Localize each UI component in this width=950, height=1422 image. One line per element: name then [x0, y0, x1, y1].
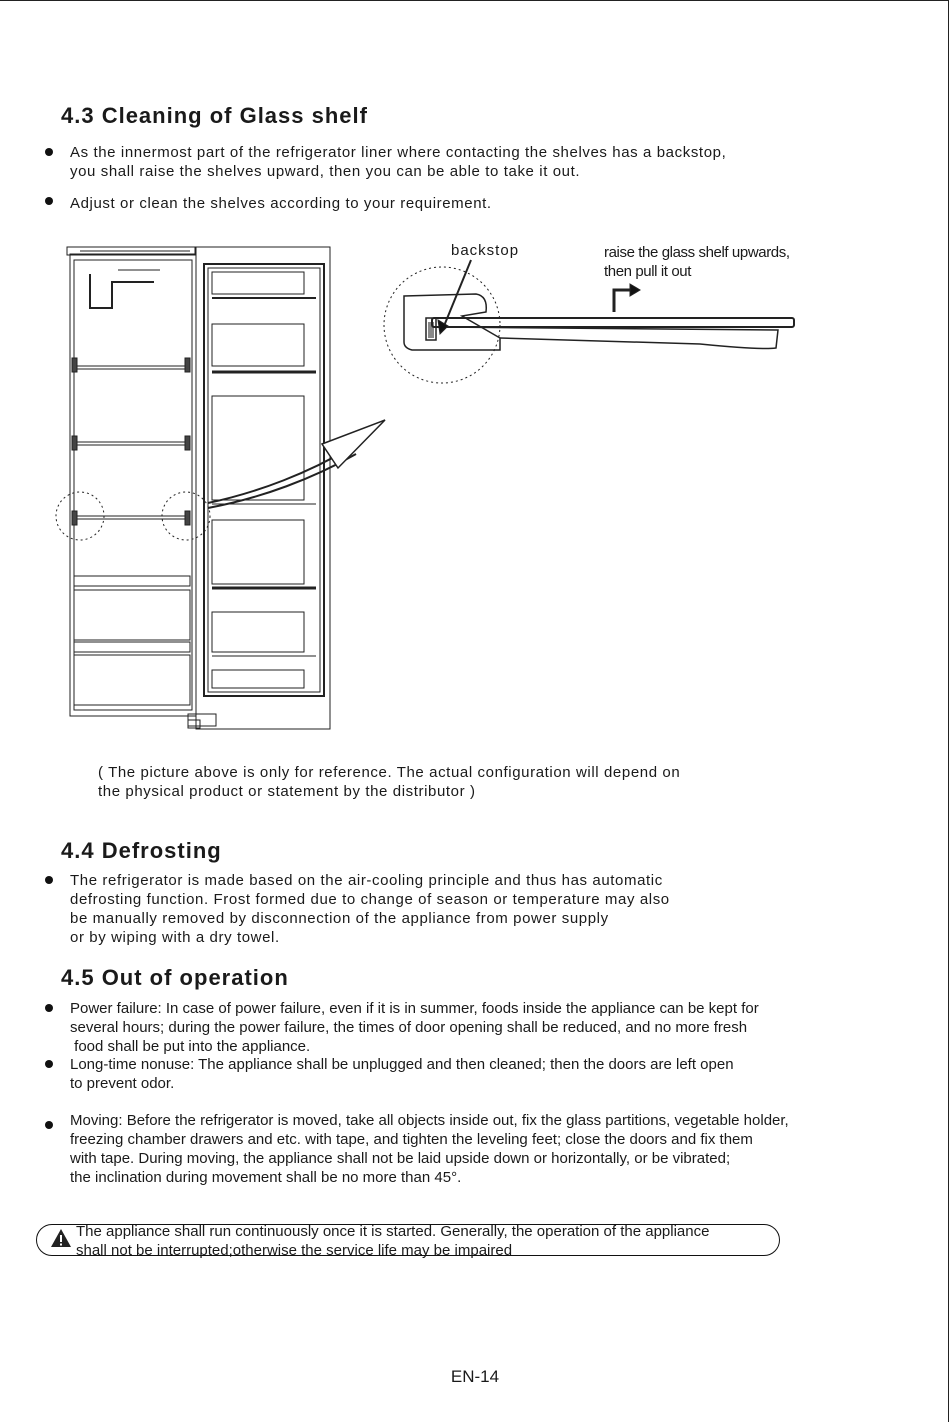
warning-notice-text [76, 1222, 709, 1260]
text-line: The refrigerator is made based on the air-cooling principle and thus has automatic [70, 872, 663, 889]
text-line: The appliance shall run continuously once it is started. Generally, the operation of the appliance [76, 1223, 710, 1240]
refrigerator-shelf-diagram [0, 230, 950, 740]
text-line: or by wiping with a dry towel. [70, 929, 280, 946]
bullet-dot [45, 876, 53, 884]
open-door-panel [70, 254, 196, 716]
text-line: you shall raise the shelves upward, then you can be able to take it out. [70, 163, 581, 180]
text-line: to prevent odor. [70, 1075, 175, 1092]
text-line: defrosting function. Frost formed due to change of season or temperature may also [70, 891, 670, 908]
section-4-4-title: 4.4 Defrosting [61, 838, 222, 863]
text-line: ( The picture above is only for reference. The actual configuration will depend on [98, 764, 681, 781]
glass-shelf [432, 318, 794, 327]
bullet-dot [45, 1060, 53, 1068]
diagram-instruction [604, 243, 790, 281]
bullet-dot [45, 148, 53, 156]
bullet-dot [45, 197, 53, 205]
section-4-3-title: 4.3 Cleaning of Glass shelf [61, 103, 368, 128]
section-4-4-bullet-1 [70, 871, 670, 947]
bullet-dot [45, 1121, 53, 1129]
backstop-label: backstop [451, 242, 520, 259]
text-line: Adjust or clean the shelves according to your requirement. [70, 195, 492, 212]
section-4-5-bullet-nonuse [70, 1055, 734, 1093]
text-line: Power failure: In case of power failure, even if it is in summer, foods inside the appliance can be kept for [70, 1000, 759, 1017]
text-line: the physical product or statement by the distributor ) [98, 783, 476, 800]
bullet-dot [45, 1004, 53, 1012]
text-line: freezing chamber drawers and etc. with tape, and tighten the leveling feet; close the doors and fix them [70, 1131, 753, 1148]
section-4-5-bullet-power-failure [70, 999, 759, 1056]
section-4-3-bullet-1 [70, 143, 726, 181]
section-4-5-title: 4.5 Out of operation [61, 965, 289, 990]
warning-triangle-icon [50, 1228, 72, 1248]
text-line: the inclination during movement shall be no more than 45°. [70, 1169, 462, 1186]
text-line: be manually removed by disconnection of the appliance from power supply [70, 910, 609, 927]
text-line: shall not be interrupted;otherwise the service life may be impaired [76, 1242, 513, 1259]
page-border-top [0, 0, 948, 1]
text-line: food shall be put into the appliance. [70, 1038, 311, 1055]
text-line: Moving: Before the refrigerator is moved, take all objects inside out, fix the glass partitions, vegetable holder, [70, 1112, 789, 1129]
text-line: then pull it out [604, 263, 691, 280]
text-line: with tape. During moving, the appliance shall not be laid upside down or horizontally, or be vibrated; [70, 1150, 731, 1167]
cabinet-liner [204, 264, 324, 696]
text-line: raise the glass shelf upwards, [604, 244, 790, 261]
text-line: As the innermost part of the refrigerator liner where contacting the shelves has a backstop, [70, 144, 727, 161]
page-number: EN-14 [450, 1367, 500, 1386]
section-4-3-bullet-2 [70, 194, 492, 213]
text-line: Long-time nonuse: The appliance shall be unplugged and then cleaned; then the doors are left open [70, 1056, 734, 1073]
text-line: several hours; during the power failure, the times of door opening shall be reduced, and no more fresh [70, 1019, 748, 1036]
backstop-bracket [404, 294, 500, 350]
section-4-5-bullet-moving [70, 1111, 789, 1187]
figure-caption [98, 763, 680, 801]
